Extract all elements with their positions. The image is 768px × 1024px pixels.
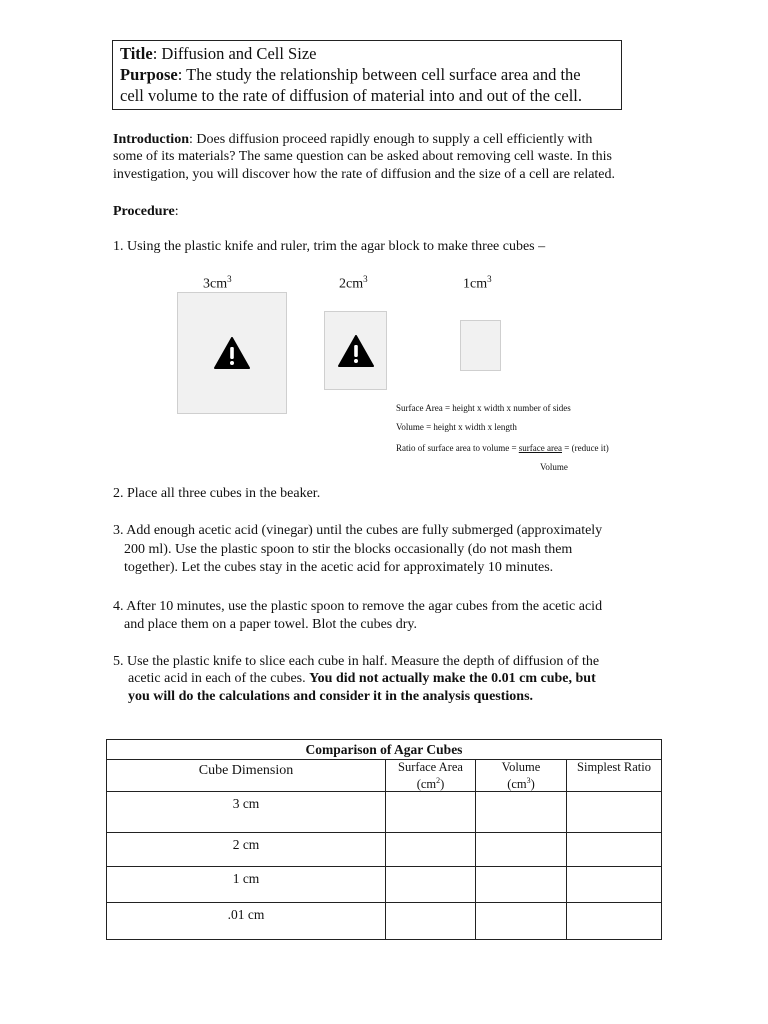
title-box — [112, 40, 622, 110]
row-label-2cm: 2 cm — [107, 833, 386, 867]
ratio-numerator: surface area — [518, 443, 562, 453]
purpose-label: Purpose — [120, 65, 178, 84]
cell-volume[interactable] — [476, 792, 567, 833]
step-5-bold-1: You did not actually make the 0.01 cm cube, but — [309, 671, 596, 686]
warning-icon — [338, 335, 374, 367]
step-4-line-2: and place them on a paper towel. Blot the cubes dry. — [124, 617, 417, 632]
header-volume-text: Volume — [501, 760, 541, 774]
warning-icon — [214, 337, 250, 369]
cell-surface-area[interactable] — [386, 867, 476, 903]
table-header-row — [107, 760, 662, 792]
table-row — [107, 903, 662, 940]
ratio-prefix: Ratio of surface area to volume = — [396, 443, 519, 453]
cell-ratio[interactable] — [567, 833, 662, 867]
table-row — [107, 833, 662, 867]
cell-surface-area[interactable] — [386, 903, 476, 940]
header-surface-area — [386, 760, 476, 792]
row-label-1cm: 1 cm — [107, 867, 386, 903]
comparison-table — [106, 739, 662, 940]
ratio-denominator: Volume — [540, 462, 568, 472]
intro-line-3: investigation, you will discover how the rate of diffusion and the size of a cell are related. — [113, 167, 616, 182]
cell-ratio[interactable] — [567, 903, 662, 940]
step-5-text: acetic acid in each of the cubes. — [128, 671, 310, 686]
step-3-line-2: 200 ml). Use the plastic spoon to stir the blocks occasionally (do not mash them — [124, 542, 573, 557]
unit-close: ) — [530, 777, 535, 792]
unit-close: ) — [440, 777, 445, 792]
cube-image-2cm — [324, 311, 387, 390]
header-volume-unit — [476, 774, 566, 791]
purpose-text-1: : The study the relationship between cell surface area and the — [177, 65, 581, 84]
cube-label-3cm — [203, 274, 232, 293]
intro-line-2: some of its materials? The same question can be asked about removing cell waste. In this — [113, 149, 612, 164]
header-volume — [476, 760, 567, 792]
procedure-colon: : — [174, 204, 179, 219]
purpose-line-1 — [120, 65, 581, 85]
cube-label-exp: 3 — [363, 274, 368, 284]
table-caption: Comparison of Agar Cubes — [107, 740, 662, 760]
cube-label-exp: 3 — [487, 274, 492, 284]
step-3-line-3: together). Let the cubes stay in the acetic acid for approximately 10 minutes. — [124, 560, 554, 575]
cell-surface-area[interactable] — [386, 792, 476, 833]
step-5-line-2 — [128, 670, 596, 688]
formula-volume: Volume = height x width x length — [396, 422, 517, 432]
header-surface-area-text: Surface Area — [398, 760, 463, 774]
table-row — [107, 792, 662, 833]
header-surface-area-unit — [386, 774, 475, 791]
unit-text: (cm — [507, 777, 527, 792]
header-simplest-ratio: Simplest Ratio — [567, 760, 662, 792]
purpose-line-2: cell volume to the rate of diffusion of material into and out of the cell. — [120, 86, 583, 105]
cube-label-1cm — [463, 274, 492, 293]
cube-image-3cm — [177, 292, 287, 414]
procedure-label: Procedure — [113, 204, 175, 219]
step-3-line-1: 3. Add enough acetic acid (vinegar) until the cubes are fully submerged (approximately — [113, 523, 603, 538]
cell-surface-area[interactable] — [386, 833, 476, 867]
formula-ratio — [396, 443, 609, 453]
cell-volume[interactable] — [476, 903, 567, 940]
step-5-bold-2: you will do the calculations and consider it in the analysis questions. — [128, 689, 534, 704]
intro-text-1: : Does diffusion proceed rapidly enough to supply a cell efficiently with — [188, 132, 593, 147]
unit-text: (cm — [416, 777, 437, 792]
cell-volume[interactable] — [476, 833, 567, 867]
row-label-001cm: .01 cm — [107, 903, 386, 940]
intro-label: Introduction — [113, 132, 189, 147]
cell-ratio[interactable] — [567, 792, 662, 833]
header-cube-dimension: Cube Dimension — [107, 760, 386, 792]
procedure-heading — [113, 203, 179, 221]
cube-label-2cm — [339, 274, 368, 293]
step-4-line-1: 4. After 10 minutes, use the plastic spoon to remove the agar cubes from the acetic acid — [113, 599, 603, 614]
cube-label-text: 2cm — [339, 276, 364, 292]
cell-ratio[interactable] — [567, 867, 662, 903]
table-row — [107, 867, 662, 903]
step-5-line-3 — [128, 688, 533, 706]
cell-volume[interactable] — [476, 867, 567, 903]
step-5-line-1: 5. Use the plastic knife to slice each cube in half. Measure the depth of diffusion of the — [113, 654, 600, 669]
cube-image-1cm — [460, 320, 501, 371]
title-value: : Diffusion and Cell Size — [152, 44, 317, 63]
step-1: 1. Using the plastic knife and ruler, trim the agar block to make three cubes – — [113, 239, 546, 254]
cube-label-text: 3cm — [203, 276, 228, 292]
formula-surface-area: Surface Area = height x width x number of sides — [396, 403, 571, 413]
intro-line-1 — [113, 131, 592, 149]
cube-label-exp: 3 — [227, 274, 232, 284]
unit-exp: 2 — [436, 776, 441, 785]
cube-label-text: 1cm — [463, 276, 488, 292]
step-2: 2. Place all three cubes in the beaker. — [113, 486, 321, 501]
title-line — [120, 44, 316, 64]
row-label-3cm: 3 cm — [107, 792, 386, 833]
title-label: Title — [120, 44, 153, 63]
unit-exp: 3 — [526, 776, 531, 785]
ratio-suffix: = (reduce it) — [562, 443, 609, 453]
